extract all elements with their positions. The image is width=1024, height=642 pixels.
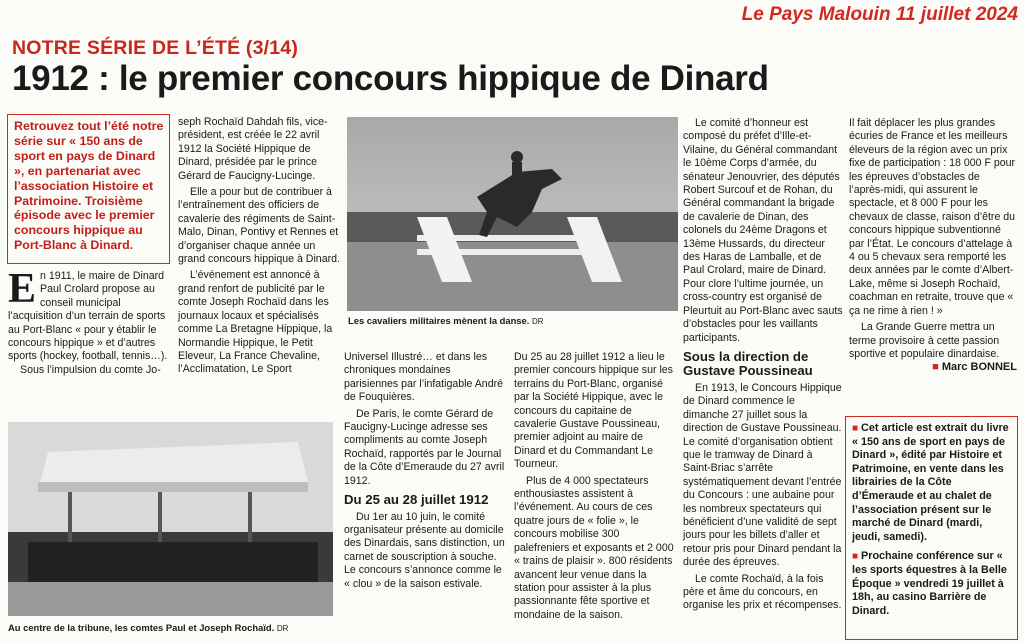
photo-caption-top: [348, 315, 678, 327]
section-subhead: Sous la direction de Gustave Poussineau: [683, 348, 813, 379]
info-box: [845, 416, 1018, 640]
paragraph: Universel Illustré… et dans les chroniques mondaines parisiennes par l’infatigable André de Fouquières.: [344, 351, 504, 404]
article-column-5: [683, 117, 843, 640]
bullet-square-icon: ■: [852, 423, 859, 434]
paragraph: Il fait déplacer les plus grandes écuries de France et les meilleurs éleveurs de la région avec un prix fixe de participation : 18 000 F pour les épreuves d’obstacles de l’après-midi, qui assurent le spectacle, et 8 000 F pour les chevaux de classe, raison d’être du concours hippique subventionné par l’État. Le concours d’attelage à 4 ou 5 chevaux sera remporté les deux années par le comte d’Albert-Lake, même si Joseph Rochaïd, coachman en retraite, trouve que « ça ne rime à rien ! »: [849, 117, 1016, 317]
photo-credit: DR: [276, 624, 289, 633]
paragraph: n 1911, le maire de Dinard Paul Crolard propose au conseil municipal l’acquisition d’un terrain de sports au Port-Blanc « pour y établir le concours hippique » et d’autres sports (hockey, football, tennis…).: [8, 270, 168, 363]
paragraph: La Grande Guerre mettra un terme provisoire à cette passion sportive et populaire dinardaise.: [849, 321, 1000, 360]
paragraph: Elle a pour but de contribuer à l’entraînement des officiers de cavalerie des régiments de Saint-Malo, Dinan, Pontivy et Rennes et d’organiser chaque année un grand concours hippique à Dinard.: [178, 186, 340, 266]
paragraph: Plus de 4 000 spectateurs enthousiastes assistent à l’événement. Au cours de ces quatre jours de « folie », le concours mobilise 300 palefreniers et exposants et 2 000 « trains de plaisir ». 800 résidents avancent leur venue dans la station pour assister à la plus passionnante fête sportive et mondaine de la saison.: [514, 474, 674, 621]
author-byline: ■ Marc BONNEL: [932, 361, 1017, 374]
paragraph: En 1913, le Concours Hippique de Dinard commence le dimanche 27 juillet sous la direction de Gustave Poussineau. Le comité d’organisation obtient que le tramway de Dinard à Saint-Briac s’arrête systématiquement devant l’entrée du Concours : une aubaine pour les nombreux spectateurs qui bénéficient d’une validité de sept jours pour les billets d’aller et retour pris pour Dinard pendant la durée des épreuves.: [683, 381, 842, 569]
page-title: 1912 : le premier concours hippique de Dinard: [12, 59, 769, 98]
intro-box: [7, 114, 170, 264]
paragraph: De Paris, le comte Gérard de Faucigny-Lucinge adresse ses compliments au comte Joseph Rochaïd, rapportés par le Journal de la Côte d’Emeraude du 27 avril 1912.: [344, 407, 505, 487]
paragraph: Le comte Rochaïd, à la fois père et âme du concours, en organise les prix et récompenses.: [683, 572, 842, 612]
info-text: Prochaine conférence sur « les sports équestres à la Belle Époque » vendredi 19 juillet à 18h, au casino Barrière de Dinard.: [852, 550, 1007, 617]
paragraph: seph Rochaïd Dahdah fils, vice-président, est créée le 22 avril 1912 la Société Hippique de Dinard, présidée par le prince Gérard de Faucigny-Lucinge.: [178, 116, 328, 182]
paragraph: Sous l’impulsion du comte Jo-: [20, 363, 161, 376]
author-name: Marc BONNEL: [941, 361, 1017, 374]
article-column-3: [344, 351, 506, 640]
publication-stamp: Le Pays Malouin 11 juillet 2024: [741, 4, 1018, 25]
photo-credit: DR: [531, 317, 544, 326]
caption-text: Les cavaliers militaires mènent la danse.: [348, 315, 530, 326]
intro-text: Retrouvez tout l’été notre série sur « 150 ans de sport en pays de Dinard », en partenariat avec l’association Histoire et Patrimoine. Troisième épisode avec le premier concours hippique au Port-Blanc à Dinard.: [14, 119, 164, 253]
article-column-1: [8, 266, 170, 415]
section-subhead: Du 25 au 28 juillet 1912: [344, 492, 489, 508]
article-column-2: [178, 116, 340, 416]
paragraph: Le comité d’honneur est composé du préfet d’Ille-et-Vilaine, du Général commandant le 10ème Corps d’armée, du sénateur Jenouvrier, des députés Robert Surcouf et de Rohan, du Général commandant la brigade de cavalerie de Dinan, des colonels du 24ème Dragons et 13ème Hussards, du directeur des Haras de Lamballe, et de Paul Crolard, maire de Dinard. Pour clore l’ultime journée, un cross-country est organisé de Pleurtuit au Port-Blanc avec sauts d’obstacles pour les vaillants participants.: [683, 117, 843, 344]
paragraph: L’événement est annoncé à grand renfort de publicité par le comte Joseph Rochaïd dans les journaux locaux et spécialisés comme La Bretagne Hippique, la Normandie Hippique, le Petit Eleveur, La France Chevaline, l’Acclimatation, Le Sport: [178, 269, 333, 376]
article-column-6: [849, 117, 1017, 412]
info-item: [852, 422, 1012, 544]
paragraph: Du 25 au 28 juillet 1912 a lieu le premier concours hippique sur les terrains du Port-Blanc, organisé par la Société Hippique, avec le concours du capitaine de cavalerie Gustave Poussineau, premier adjoint au maire de Dinard et du Commandant Le Tourneur.: [514, 351, 673, 471]
series-kicker: NOTRE SÉRIE DE L’ÉTÉ (3/14): [12, 37, 299, 59]
caption-text: Au centre de la tribune, les comtes Paul et Joseph Rochaïd.: [8, 622, 275, 633]
info-item: [852, 550, 1012, 618]
photo-grandstand: [8, 422, 333, 616]
article-column-4: [514, 351, 676, 640]
paragraph: Du 1er au 10 juin, le comité organisateur présente au domicile des Dinardais, sans distinction, un carnet de souscription à souche. Le concours s’annonce comme le « clou » de la saison estivale.: [344, 510, 505, 590]
photo-caption-bottom: [8, 622, 338, 634]
photo-show-jumping: [347, 117, 678, 311]
drop-cap: E: [8, 266, 37, 312]
bullet-square-icon: ■: [852, 551, 859, 563]
info-text: Cet article est extrait du livre « 150 ans de sport en pays de Dinard », édité par Histoire et Patrimoine, en vente dans les librairies de la Côte d’Émeraude et au chalet de l’association présent sur le marché de Dinard (mardi, jeudi, samedi).: [852, 422, 1009, 543]
